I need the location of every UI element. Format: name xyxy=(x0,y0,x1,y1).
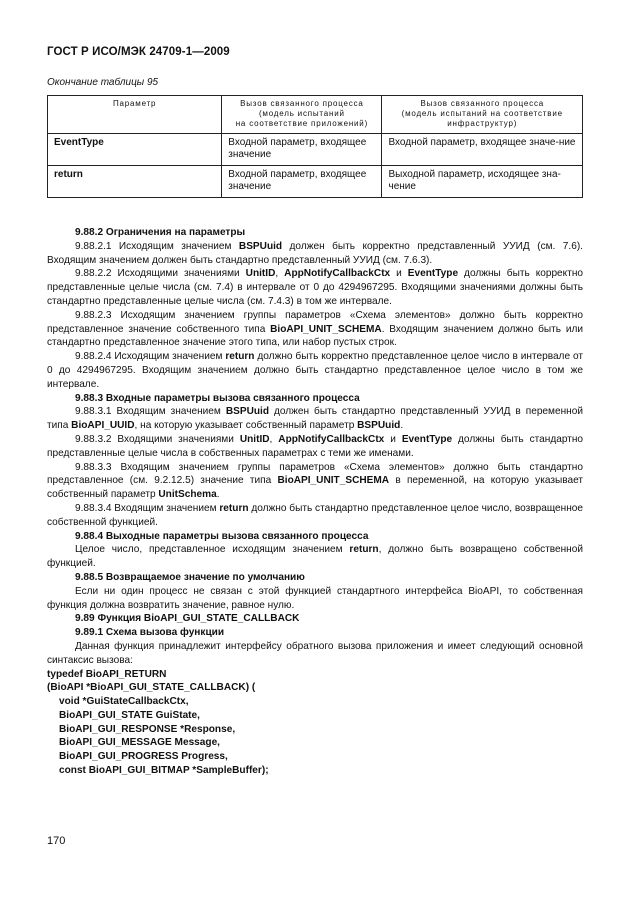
cell-param: EventType xyxy=(48,134,222,166)
section-heading: 9.88.4 Выходные параметры вызова связанного процесса xyxy=(75,530,369,542)
paragraph: 9.88.2.3 Исходящим значением группы параметров «Схема элементов» должно быть корректно представленное значение собственного типа BioAPI_UNIT_SCHEMA. Входящим значением должно быть или стандартно представленное значение этого типа, или набор пустых строк. xyxy=(47,309,583,349)
column-header-infra-model: Вызов связанного процесса (модель испытаний на соответствие инфраструктур) xyxy=(382,96,583,134)
page-number: 170 xyxy=(47,835,66,847)
cell-app: Входной параметр, входящее значение xyxy=(222,134,382,166)
cell-param: return xyxy=(48,166,222,198)
code-line: (BioAPI *BioAPI_GUI_STATE_CALLBACK) ( xyxy=(47,682,256,694)
paragraph: 9.88.2.4 Исходящим значением return должно быть корректно представленное целое число в интервале от 0 до 4294967295. Входящим значением должно быть стандартно представленное целое число в том же интервале. xyxy=(47,351,583,390)
paragraph: 9.88.3.1 Входящим значением BSPUuid должен быть стандартно представленный УУИД в переменной типа BioAPI_UUID, на которую указывает собственный параметр BSPUuid. xyxy=(47,406,584,432)
paragraph: 9.88.3.4 Входящим значением return должно быть стандартно представленное целое число, возвращенное собственной функцией. xyxy=(47,502,584,528)
table-row xyxy=(48,134,583,166)
section-heading: 9.88.2 Ограничения на параметры xyxy=(75,227,246,238)
code-line: typedef BioAPI_RETURN xyxy=(47,668,167,680)
document-header: ГОСТ Р ИСО/МЭК 24709-1—2009 xyxy=(47,46,230,58)
code-line: BioAPI_GUI_MESSAGE Message, xyxy=(59,737,220,749)
paragraph: 9.88.2.2 Исходящими значениями UnitID, AppNotifyCallbackCtx и EventType должны быть корректно представленные целые числа (см. 7.4) в интервале от 0 до 4294967295. Входящими значениями должны быть стандартно представленные целые числа (см. 7.4.3) в том же интервале. xyxy=(47,268,584,307)
table-header-row xyxy=(48,96,583,134)
code-line: BioAPI_GUI_PROGRESS Progress, xyxy=(59,751,228,763)
document-body xyxy=(47,226,583,778)
section-heading: 9.89.1 Схема вызова функции xyxy=(75,627,225,639)
paragraph: Целое число, представленное исходящим значением return, должно быть возвращено собственной функцией. xyxy=(47,544,583,570)
paragraph: 9.88.3.2 Входящими значениями UnitID, AppNotifyCallbackCtx и EventType должны быть стандартно представленные целые числа в собственных параметрах с теми же именами. xyxy=(47,433,584,459)
paragraph: Если ни один процесс не связан с этой функцией стандартного интерфейса BioAPI, то собственная функция должна возвратить значение, равное нулю. xyxy=(47,585,583,611)
section-heading: 9.88.5 Возвращаемое значение по умолчанию xyxy=(75,571,305,583)
column-header-parameter: Параметр xyxy=(48,96,222,134)
column-header-app-model: Вызов связанного процесса (модель испытаний на соответствие приложений) xyxy=(222,96,382,134)
table-row xyxy=(48,166,583,198)
code-line: BioAPI_GUI_STATE GuiState, xyxy=(59,709,200,721)
parameters-table xyxy=(47,95,583,198)
cell-infra: Выходной параметр, исходящее зна-чение xyxy=(382,166,583,198)
code-line: BioAPI_GUI_RESPONSE *Response, xyxy=(59,723,236,735)
paragraph: 9.88.2.1 Исходящим значением BSPUuid должен быть корректно представленный УУИД (см. 7.6). Входящим значением должен быть стандартно представленный УУИД (см. 7.6.3). xyxy=(47,240,583,266)
section-heading: 9.89 Функция BioAPI_GUI_STATE_CALLBACK xyxy=(75,613,300,625)
paragraph: Данная функция принадлежит интерфейсу обратного вызова приложения и имеет следующий основной синтаксис вызова: xyxy=(47,640,583,666)
cell-infra: Входной параметр, входящее значе-ние xyxy=(382,134,583,166)
code-line: const BioAPI_GUI_BITMAP *SampleBuffer); xyxy=(59,765,269,777)
code-line: void *GuiStateCallbackCtx, xyxy=(59,696,189,708)
section-heading: 9.88.3 Входные параметры вызова связанного процесса xyxy=(75,392,360,404)
paragraph: 9.88.3.3 Входящим значением группы параметров «Схема элементов» должно быть стандартно представленное (см. 9.2.12.5) значение типа BioAPI_UNIT_SCHEMA в переменной, на которую указывает собственный параметр UnitSchema. xyxy=(47,461,583,501)
cell-app: Входной параметр, входящее значение xyxy=(222,166,382,198)
table-caption: Окончание таблицы 95 xyxy=(47,77,159,88)
